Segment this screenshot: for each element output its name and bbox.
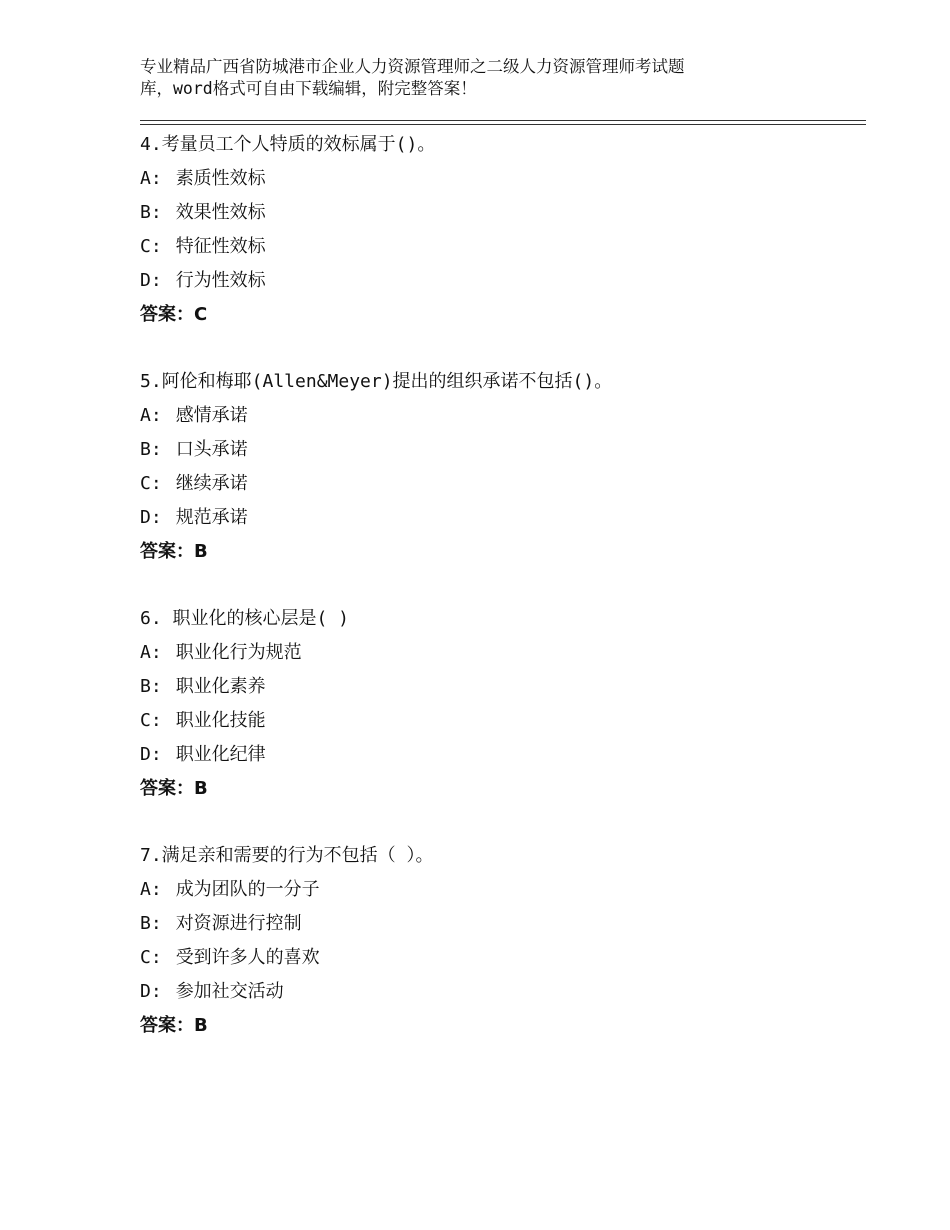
option-letter: D: [140, 744, 162, 765]
option-c [140, 230, 860, 264]
header-divider-bottom [140, 124, 866, 125]
option-text: 继续承诺 [175, 473, 248, 494]
answer-label: 答案：B [140, 541, 208, 562]
question-4 [140, 128, 860, 332]
option-text: 职业化纪律 [175, 744, 266, 765]
option-d [140, 264, 860, 298]
option-c [140, 467, 860, 501]
option-text: 参加社交活动 [175, 981, 284, 1002]
option-letter: D: [140, 507, 162, 528]
option-a [140, 873, 860, 907]
option-text: 效果性效标 [175, 202, 266, 223]
option-letter: C: [140, 236, 162, 257]
option-b [140, 670, 860, 704]
option-letter: B: [140, 913, 162, 934]
option-text: 成为团队的一分子 [175, 879, 320, 900]
header-line-1: 专业精品广西省防城港市企业人力资源管理师之二级人力资源管理师考试题 [140, 57, 685, 76]
option-letter: C: [140, 947, 162, 968]
option-text: 口头承诺 [175, 439, 248, 460]
option-text: 职业化素养 [175, 676, 266, 697]
question-7 [140, 839, 860, 1043]
option-b [140, 907, 860, 941]
option-letter: D: [140, 981, 162, 1002]
answer-label: 答案：B [140, 778, 208, 799]
header-line-2: 库，word格式可自由下载编辑，附完整答案！ [140, 79, 477, 98]
option-text: 素质性效标 [175, 168, 266, 189]
option-text: 对资源进行控制 [175, 913, 302, 934]
question-5 [140, 365, 860, 569]
option-text: 职业化技能 [175, 710, 266, 731]
option-text: 受到许多人的喜欢 [175, 947, 320, 968]
option-b [140, 433, 860, 467]
question-list [140, 128, 860, 1043]
answer-label: 答案：C [140, 304, 208, 325]
option-text: 规范承诺 [175, 507, 248, 528]
option-letter: B: [140, 202, 162, 223]
option-letter: B: [140, 439, 162, 460]
option-letter: C: [140, 473, 162, 494]
option-letter: C: [140, 710, 162, 731]
header-divider-top [140, 120, 866, 121]
option-c [140, 704, 860, 738]
question-6 [140, 602, 860, 806]
question-stem: 4.考量员工个人特质的效标属于()。 [140, 134, 436, 155]
option-letter: D: [140, 270, 162, 291]
answer-label: 答案：B [140, 1015, 208, 1036]
option-text: 特征性效标 [175, 236, 266, 257]
question-stem: 5.阿伦和梅耶(Allen&Meyer)提出的组织承诺不包括()。 [140, 371, 613, 392]
option-letter: A: [140, 879, 162, 900]
option-text: 行为性效标 [175, 270, 266, 291]
question-stem: 7.满足亲和需要的行为不包括（ ）。 [140, 845, 434, 866]
option-letter: B: [140, 676, 162, 697]
option-c [140, 941, 860, 975]
option-a [140, 399, 860, 433]
option-text: 职业化行为规范 [175, 642, 302, 663]
option-d [140, 501, 860, 535]
option-a [140, 162, 860, 196]
option-a [140, 636, 860, 670]
option-b [140, 196, 860, 230]
option-d [140, 738, 860, 772]
option-letter: A: [140, 642, 162, 663]
document-header [140, 56, 780, 100]
option-d [140, 975, 860, 1009]
question-stem: 6. 职业化的核心层是( ) [140, 608, 350, 629]
option-text: 感情承诺 [175, 405, 248, 426]
option-letter: A: [140, 168, 162, 189]
option-letter: A: [140, 405, 162, 426]
